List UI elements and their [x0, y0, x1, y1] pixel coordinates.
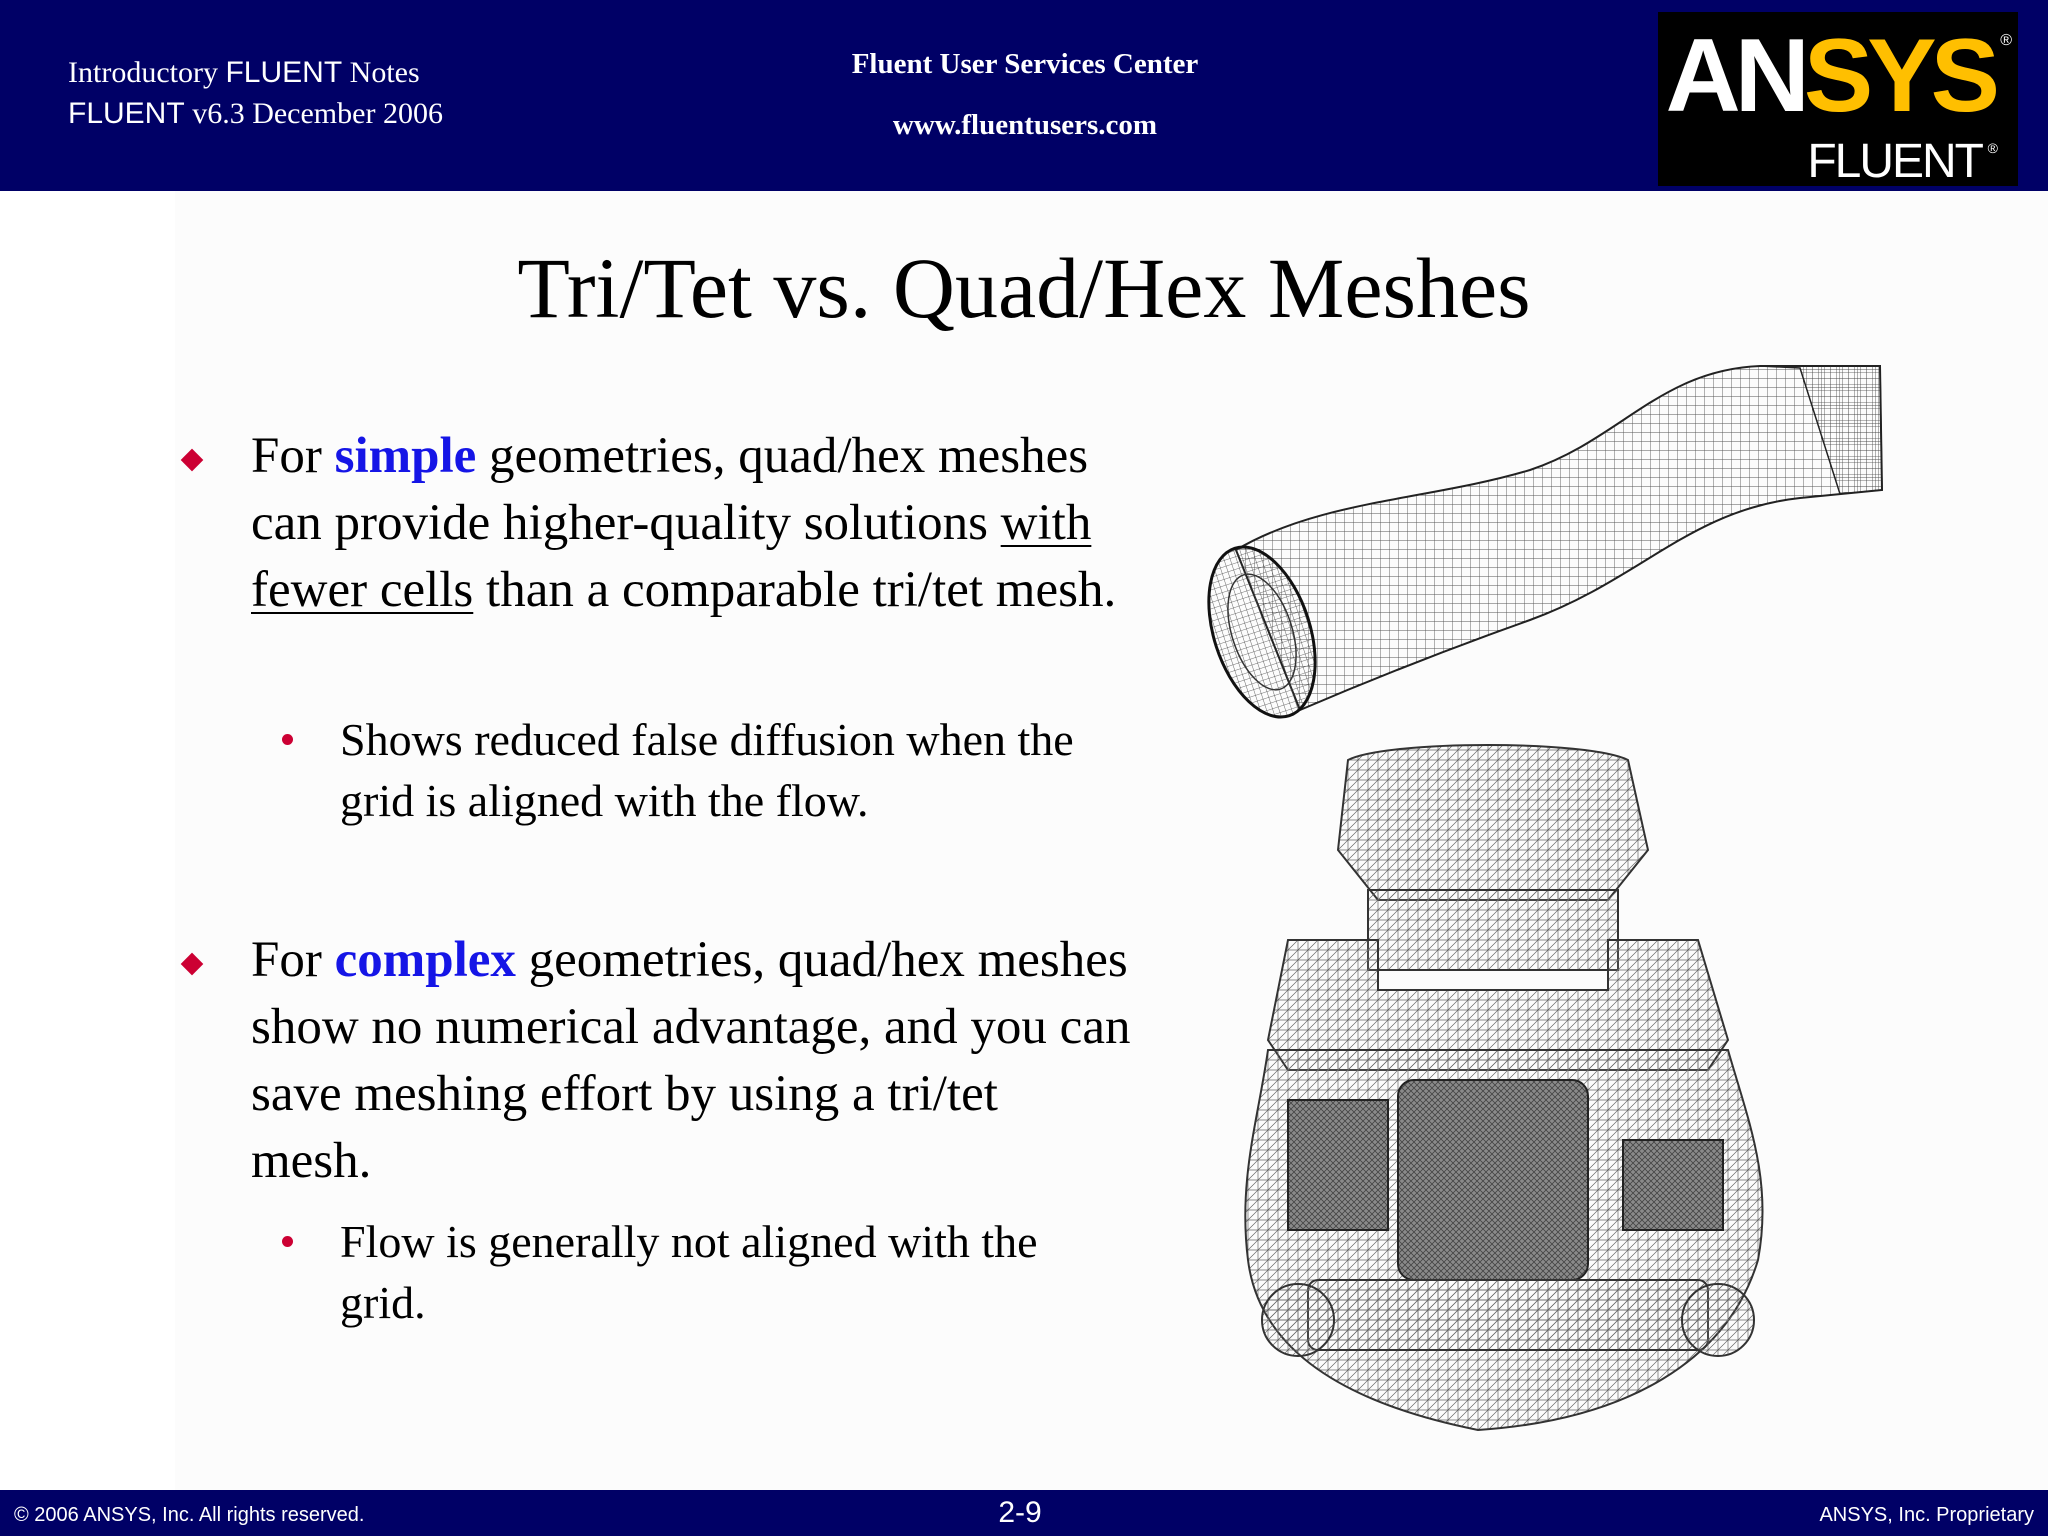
copyright-text: © 2006 ANSYS, Inc. All rights reserved.: [14, 1504, 365, 1526]
ansys-wordmark: ANSYS: [1665, 18, 1994, 134]
sub-bullet-false-diffusion: Shows reduced false diffusion when the grid is aligned with the flow.: [340, 714, 1074, 826]
dot-bullet-icon: [282, 734, 293, 745]
dot-bullet-icon: [282, 1236, 293, 1247]
page-number: 2-9: [998, 1496, 1042, 1529]
keyword-simple: simple: [334, 428, 477, 484]
course-line-1-product: FLUENT: [225, 56, 343, 89]
course-line-2-product: FLUENT: [68, 97, 185, 130]
course-line-1-prefix: Introductory: [68, 56, 226, 89]
course-info: [68, 52, 443, 134]
header-bar: [0, 0, 2048, 191]
slide-title: Tri/Tet vs. Quad/Hex Meshes: [517, 240, 1531, 336]
course-line-2-version: v6.3 December 2006: [184, 97, 443, 130]
proprietary-text: ANSYS, Inc. Proprietary: [1819, 1504, 2034, 1526]
registered-mark: ®: [2000, 32, 2012, 49]
services-center-name: Fluent User Services Center: [851, 48, 1199, 80]
course-line-1: [68, 52, 443, 93]
services-center-url[interactable]: www.fluentusers.com: [892, 109, 1158, 141]
ansys-fluent-logo: [1658, 12, 2018, 186]
tri-tet-car-engine-mesh-image: [1228, 740, 1788, 1445]
sub-bullet-flow-not-aligned: Flow is generally not aligned with the grid.: [340, 1216, 1038, 1328]
course-line-2: [68, 93, 443, 134]
fluent-wordmark: FLUENT: [1807, 135, 1982, 188]
footer-bar: [0, 1490, 2048, 1536]
bullet-complex-geometries: For complex geometries, quad/hex meshes show no numerical advantage, and you can save meshing effort by using a tri/tet mesh.: [251, 932, 1131, 1189]
course-line-1-suffix: Notes: [342, 56, 420, 89]
keyword-complex: complex: [334, 932, 516, 988]
services-center: [780, 48, 1270, 170]
underlined-fewer-cells: with fewer cells: [251, 495, 1092, 618]
fluent-registered-mark: ®: [1987, 140, 1998, 156]
bullet-simple-geometries: For simple geometries, quad/hex meshes can provide higher-quality solutions with fewer cells than a comparable tri/tet mesh.: [251, 428, 1117, 618]
quad-hex-duct-mesh-image: [1200, 360, 1890, 730]
